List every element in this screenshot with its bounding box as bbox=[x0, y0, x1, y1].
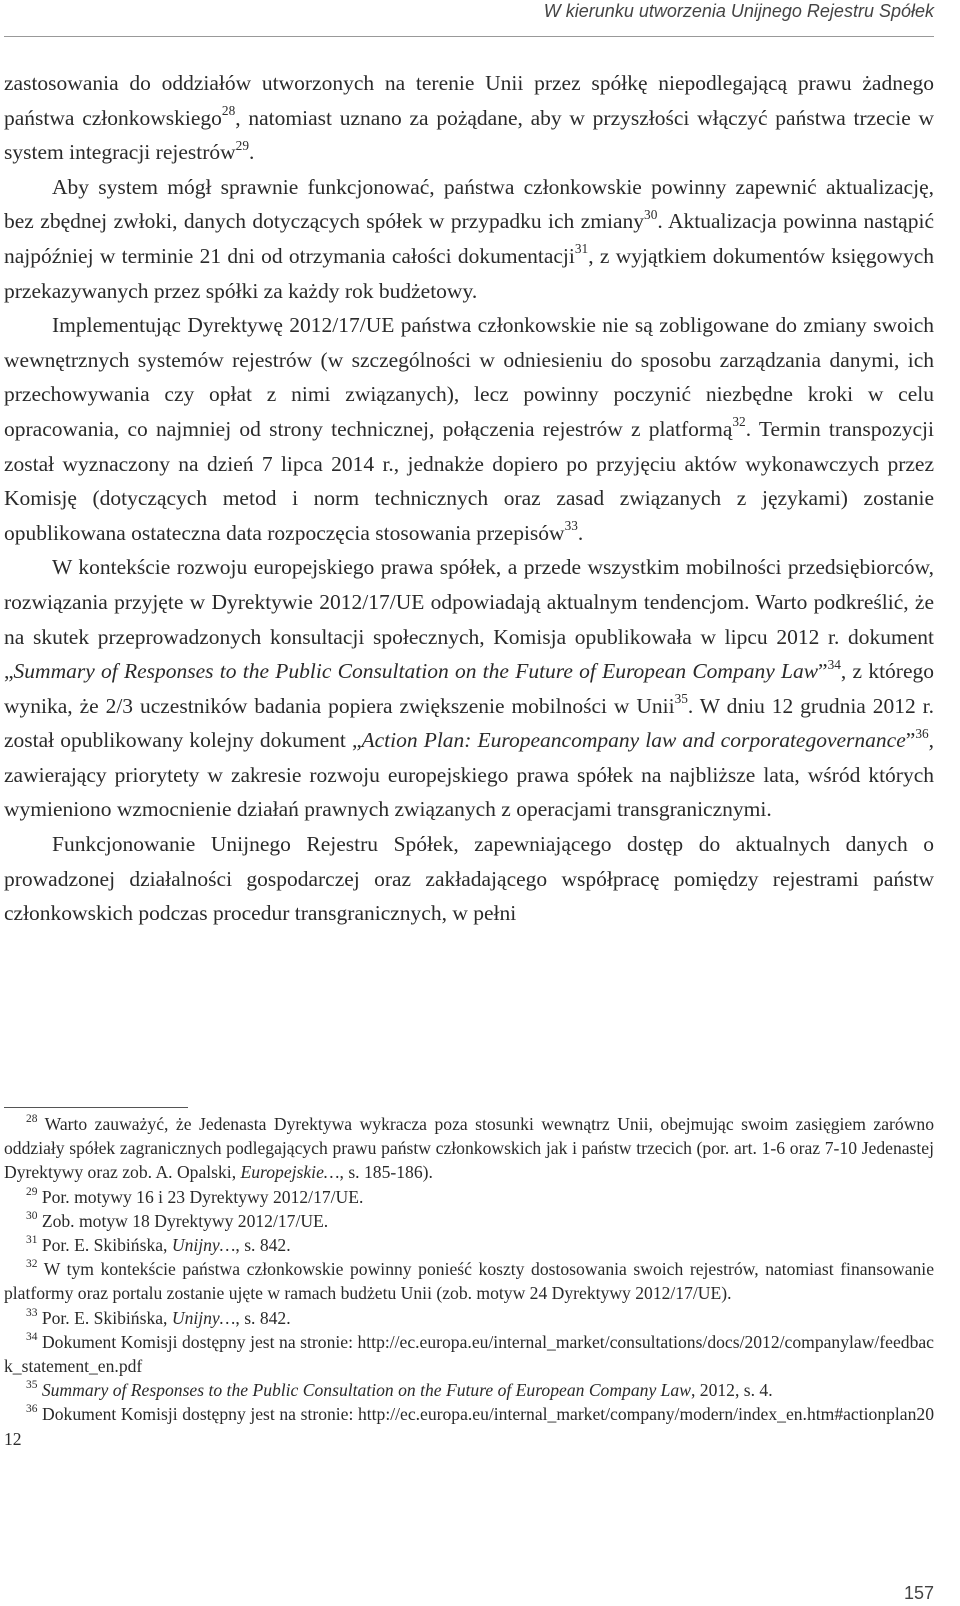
footnote-ref-34[interactable]: 34 bbox=[827, 656, 841, 672]
text-segment: , z którego wynika, że 2/3 uczestników badania popiera zwiększenie mobilności w Unii bbox=[4, 659, 934, 718]
paragraph-3 bbox=[4, 308, 934, 550]
text-segment: ” bbox=[818, 659, 828, 684]
footnote-url-link[interactable]: http://ec.europa.eu/internal_market/consultations/docs/2012/companylaw/feedback_statement_en.pdf bbox=[4, 1331, 934, 1377]
footnote-text: Warto zauważyć, że Jedenasta Dyrektywa wykracza poza stosunki wewnątrz Unii, obejmując swoim zasięgiem zarówno oddziały spółek zagranicznych podlegających prawu państw członkowskich jak i państw trzecich (por. art. 1-6 oraz 7-10 Jedenastej Dyrektywy oraz zob. A. Opalski, bbox=[4, 1114, 934, 1183]
footnote-number: 32 bbox=[26, 1258, 38, 1271]
footnote-separator bbox=[4, 1107, 188, 1108]
footnote-28 bbox=[4, 1112, 934, 1185]
footnote-35 bbox=[4, 1378, 934, 1402]
footnote-31 bbox=[4, 1233, 934, 1257]
footnote-url-link[interactable]: http://ec.europa.eu/internal_market/company/modern/index_en.htm#actionplan2012 bbox=[4, 1404, 934, 1449]
text-segment: zastosowania do oddziałów utworzonych na terenie Unii przez spółkę niepodlegającą prawu żadnego państwa członkowskiego bbox=[4, 71, 934, 130]
text-segment: Implementując Dyrektywę 2012/17/UE państwa członkowskie nie są zobligowane do zmiany swoich wewnętrznych systemów rejestrów (w szczególności w odniesieniu do sposobu zarządzania danymi, ich przechowywania czy opłat z nimi związanych), lecz powinny poczynić niezbędne kroki w celu opracowania, co najmniej od strony technicznej, połączenia rejestrów z platformą bbox=[4, 313, 934, 441]
document-title-action-plan: Action Plan: Europeancompany law and corporategovernance bbox=[361, 728, 906, 753]
footnote-text: Por. motywy 16 i 23 Dyrektywy 2012/17/UE. bbox=[37, 1186, 364, 1207]
footnote-text: , s. 842. bbox=[235, 1307, 291, 1328]
footnote-ref-30[interactable]: 30 bbox=[644, 206, 658, 222]
paragraph-1 bbox=[4, 66, 934, 170]
footnote-ref-36[interactable]: 36 bbox=[915, 725, 929, 741]
footnote-ref-29[interactable]: 29 bbox=[235, 137, 249, 153]
footnote-number: 36 bbox=[26, 1403, 38, 1416]
footnotes bbox=[4, 1112, 934, 1451]
text-segment: , natomiast uznano za pożądane, aby w przyszłości włączyć państwa trzecie w system integracji rejestrów bbox=[4, 105, 935, 165]
footnote-36 bbox=[4, 1402, 934, 1450]
footnote-number: 30 bbox=[26, 1209, 38, 1222]
footnote-text: , 2012, s. 4. bbox=[690, 1380, 773, 1401]
footnote-text: W tym kontekście państwa członkowskie powinny ponieść koszty dostosowania swoich rejestrów, natomiast finansowanie platformy oraz portalu zostanie ujęte w ramach budżetu Unii (zob. motyw 24 Dyrektywy 2012/17/UE). bbox=[4, 1259, 934, 1304]
page-number: 157 bbox=[903, 1583, 934, 1603]
text-segment: , zawierający priorytety w zakresie rozwoju europejskiego prawa spółek na najbliższe lata, wśród których wymieniono wzmocnienie działań prawnych związanych z operacjami transgranicznymi. bbox=[4, 728, 935, 822]
document-title-summary: Summary of Responses to the Public Consultation on the Future of European Company Law bbox=[13, 659, 819, 684]
footnote-text: , s. 842. bbox=[235, 1235, 291, 1256]
paragraph-2 bbox=[4, 170, 934, 308]
footnote-number: 33 bbox=[26, 1306, 38, 1319]
footnote-ref-31[interactable]: 31 bbox=[574, 241, 589, 257]
text-segment: . Aktualizacja powinna nastąpić najpóźniej w terminie 21 dni od otrzymania całości dokumentacji bbox=[4, 209, 934, 268]
footnote-32 bbox=[4, 1257, 934, 1305]
footnote-number: 28 bbox=[26, 1113, 38, 1125]
text-segment: , z wyjątkiem dokumentów księgowych przekazywanych przez spółki za każdy rok budżetowy. bbox=[4, 243, 934, 303]
footnote-ref-28[interactable]: 28 bbox=[221, 103, 236, 119]
footnote-text: Dokument Komisji dostępny jest na stronie: bbox=[37, 1404, 358, 1425]
footnote-citation: Summary of Responses to the Public Consultation on the Future of European Company Law bbox=[37, 1380, 691, 1401]
footnote-ref-32[interactable]: 32 bbox=[732, 414, 746, 430]
footnote-text: Zob. motyw 18 Dyrektywy 2012/17/UE. bbox=[37, 1210, 329, 1231]
paragraph-4 bbox=[4, 550, 934, 827]
text-segment: W kontekście rozwoju europejskiego prawa spółek, a przede wszystkim mobilności przedsiębiorców, rozwiązania przyjęte w Dyrektywie 2012/17/UE odpowiadają aktualnym tendencjom. Warto podkreślić, że na skutek przeprowadzonych konsultacji społecznych, Komisja opublikowała w lipcu 2012 r. dokument „ bbox=[4, 555, 934, 684]
text-segment: . W dniu 12 grudnia 2012 r. został opublikowany kolejny dokument „ bbox=[4, 693, 935, 753]
footnote-citation: Europejskie… bbox=[240, 1162, 340, 1183]
footnote-citation: Unijny… bbox=[171, 1235, 236, 1256]
footnote-text: , s. 185-186). bbox=[339, 1162, 433, 1183]
text-segment: . Termin transpozycji został wyznaczony na dzień 7 lipca 2014 r., jednakże dopiero po przyjęciu aktów wykonawczych przez Komisję (dotyczących metod i norm technicznych oraz zasad związanych z językami) zostanie opublikowana ostateczna data rozpoczęcia stosowania przepisów bbox=[4, 416, 934, 545]
footnote-citation: Unijny… bbox=[171, 1307, 236, 1328]
running-header: W kierunku utworzenia Unijnego Rejestru Spółek bbox=[543, 1, 934, 21]
footnote-number: 31 bbox=[26, 1234, 38, 1247]
footnote-text: Por. E. Skibińska, bbox=[37, 1307, 172, 1328]
text-segment: ” bbox=[905, 728, 916, 753]
footnote-33 bbox=[4, 1306, 934, 1330]
paragraph-5: Funkcjonowanie Unijnego Rejestru Spółek, zapewniającego dostęp do aktualnych danych o prowadzonej działalności gospodarczej oraz zakładającego współpracę pomiędzy rejestrami państw członkowskich podczas procedur transgranicznych, w pełni bbox=[4, 832, 934, 926]
header-rule bbox=[4, 36, 934, 37]
footnote-ref-35[interactable]: 35 bbox=[674, 691, 688, 707]
footnote-text: Dokument Komisji dostępny jest na stronie: bbox=[37, 1331, 358, 1352]
footnote-29 bbox=[4, 1185, 934, 1209]
footnote-ref-33[interactable]: 33 bbox=[564, 518, 578, 534]
text-segment: Aby system mógł sprawnie funkcjonować, państwa członkowskie powinny zapewnić aktualizację, bez zbędnej zwłoki, danych dotyczących spółek w przypadku ich zmiany bbox=[4, 174, 934, 234]
footnote-text: Por. E. Skibińska, bbox=[37, 1235, 172, 1256]
text-segment: . bbox=[577, 520, 584, 545]
footnote-30 bbox=[4, 1209, 934, 1233]
footnote-number: 29 bbox=[26, 1185, 38, 1198]
text-segment: . bbox=[248, 140, 255, 165]
footnote-number: 35 bbox=[26, 1379, 38, 1392]
footnote-number: 34 bbox=[26, 1330, 38, 1343]
main-text bbox=[4, 66, 934, 931]
footnote-34 bbox=[4, 1330, 934, 1378]
